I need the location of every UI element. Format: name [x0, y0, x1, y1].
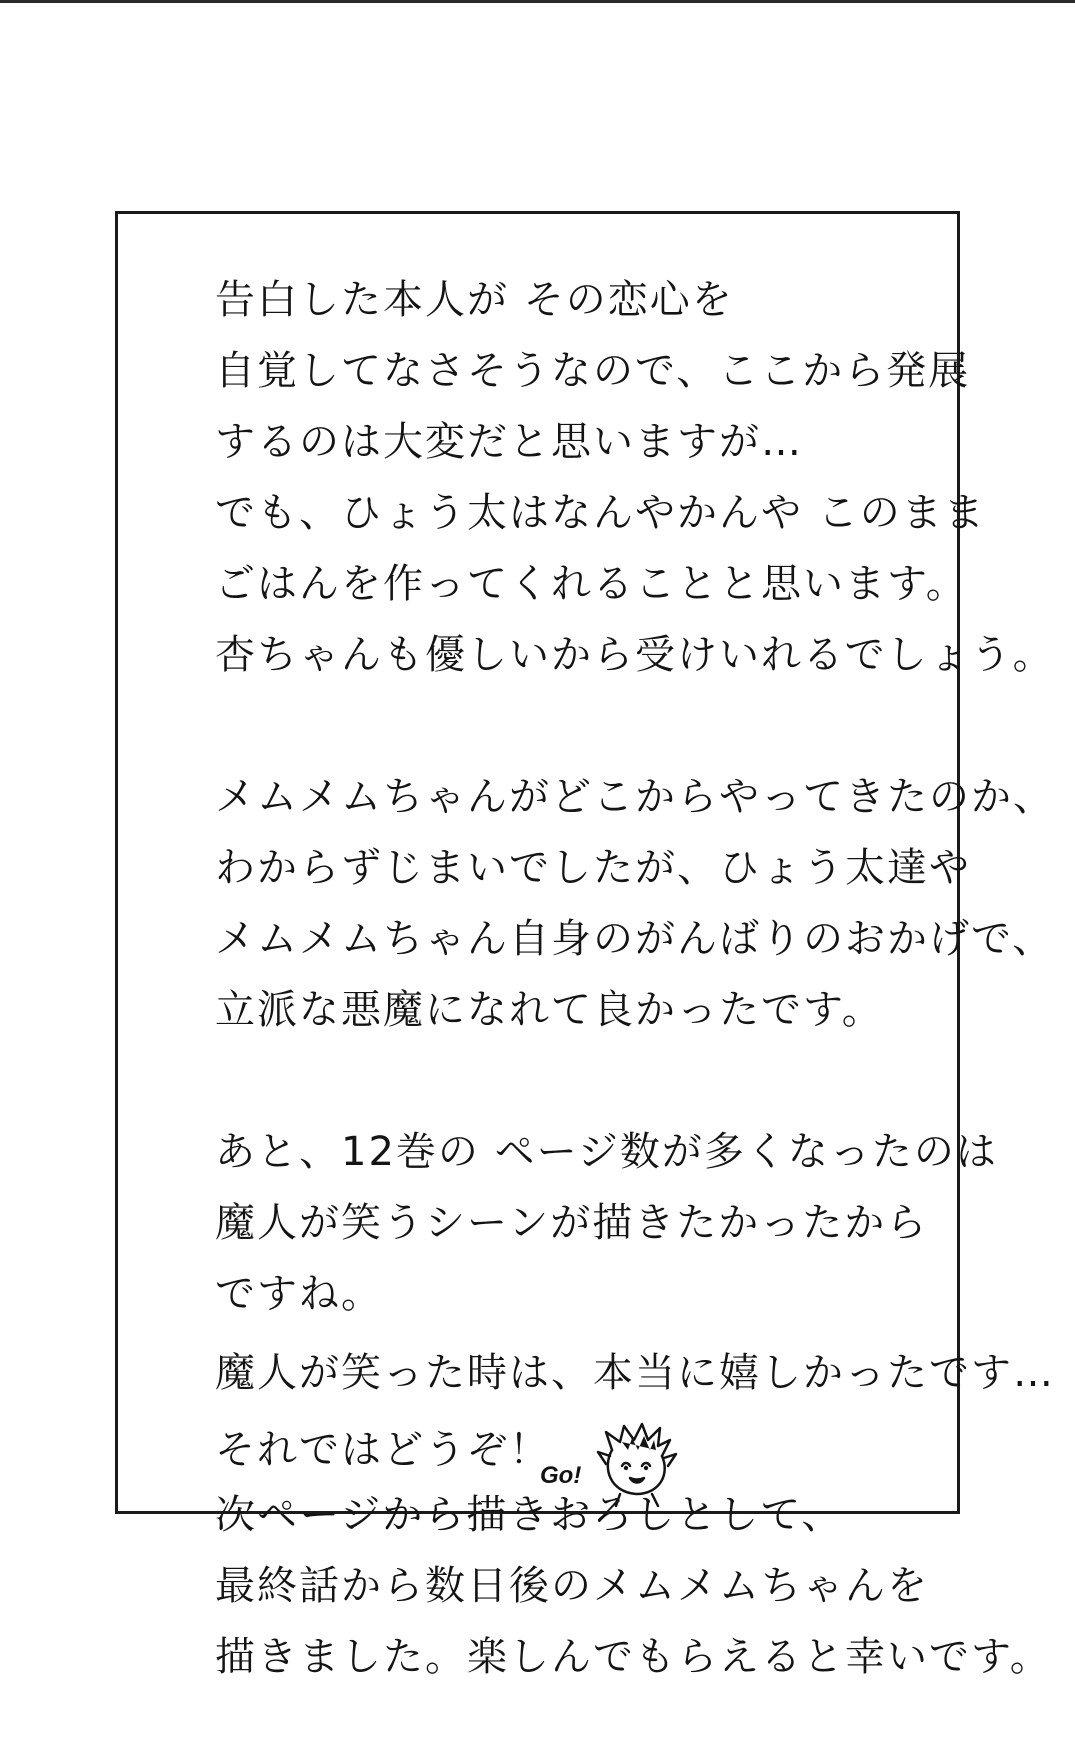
afterword-text [215, 265, 1055, 1764]
chibi-character-illustration [592, 1420, 682, 1510]
paragraph-5 [215, 1480, 1052, 1693]
text-line: ごはんを作ってくれることと思います。 [215, 561, 968, 607]
text-line: 告白した本人が その恋心を [215, 277, 734, 323]
paragraph-1 [215, 265, 1055, 691]
text-line: ですね。 [215, 1271, 383, 1317]
text-line: 立派な悪魔になれて良かったです。 [215, 987, 884, 1033]
text-line: 最終話から数日後のメムメムちゃんを [215, 1563, 929, 1609]
text-line: 魔人が笑った時は、本当に嬉しかったです… [215, 1350, 1055, 1396]
text-line: メムメムちゃんがどこからやってきたのか、 [215, 774, 1055, 820]
paragraph-2 [215, 762, 1055, 1046]
text-line: わからずじまいでしたが、ひょう太達や [215, 845, 971, 891]
text-line: 自覚してなさそうなので、ここから発展 [215, 348, 971, 394]
text-line: するのは大変だと思いますが… [215, 419, 803, 465]
text-line: 描きました。楽しんでもらえると幸いです。 [215, 1634, 1052, 1680]
text-line: 次ページから描きおろしとして、 [215, 1492, 844, 1538]
text-line: でも、ひょう太はなんやかんや このまま [215, 490, 986, 536]
go-label: Go! [540, 1462, 582, 1489]
text-line: 杏ちゃんも優しいから受けいれるでしょう。 [215, 632, 1055, 678]
top-rule [0, 0, 1075, 3]
text-line: 魔人が笑うシーンが描きたかったから [215, 1200, 929, 1246]
paragraph-4 [215, 1338, 1055, 1409]
text-line: あと、12巻の ページ数が多くなったのは [215, 1129, 998, 1175]
closing-line: それではどうぞ！ [215, 1427, 551, 1473]
paragraph-3 [215, 1117, 998, 1330]
text-line: メムメムちゃん自身のがんばりのおかげで、 [215, 916, 1055, 962]
